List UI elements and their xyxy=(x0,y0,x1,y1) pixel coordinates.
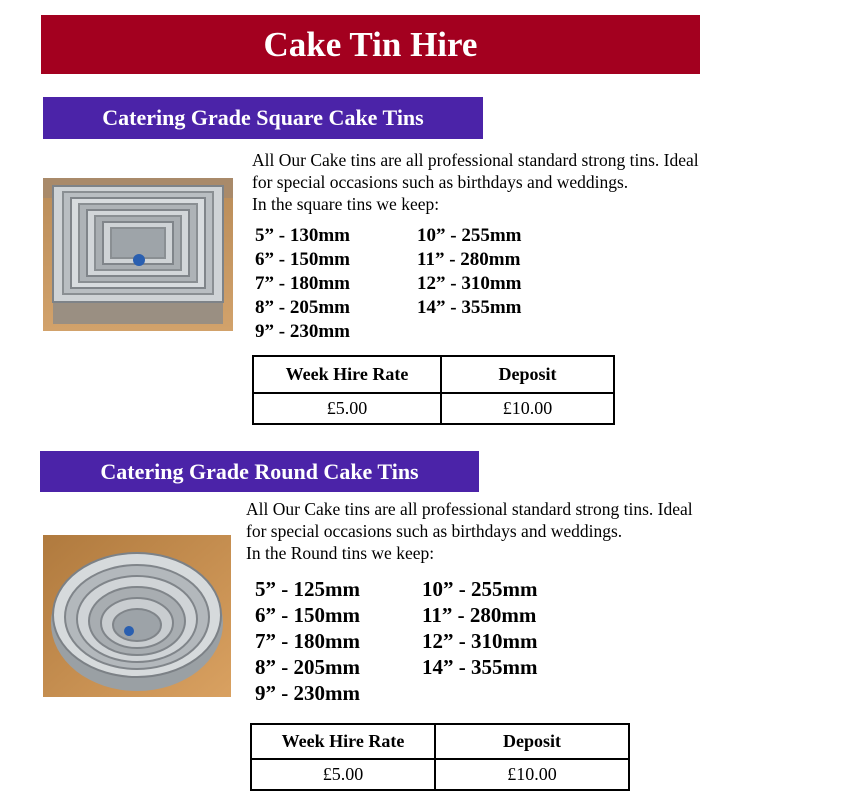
round-sizes-list xyxy=(255,576,572,706)
square-hire-table xyxy=(252,355,615,425)
deposit-value: £10.00 xyxy=(435,759,629,790)
size-item: 9” - 230mm xyxy=(255,681,360,705)
table-row xyxy=(251,759,629,790)
round-tins-heading: Catering Grade Round Cake Tins xyxy=(40,451,479,492)
size-item: 12” - 310mm xyxy=(422,629,538,653)
size-item: 14” - 355mm xyxy=(422,655,538,679)
round-cake-tins-photo xyxy=(43,535,231,697)
week-hire-rate-header: Week Hire Rate xyxy=(251,724,435,759)
deposit-header: Deposit xyxy=(441,356,614,393)
intro-line: All Our Cake tins are all professional standard strong tins. Ideal xyxy=(252,150,699,170)
size-item: 9” - 230mm xyxy=(255,321,350,342)
size-item: 10” - 255mm xyxy=(422,577,538,601)
week-hire-rate-value: £5.00 xyxy=(253,393,441,424)
table-row xyxy=(253,393,614,424)
size-item: 5” - 125mm xyxy=(255,577,360,601)
intro-line: for special occasions such as birthdays and weddings. xyxy=(246,521,623,541)
intro-line: In the Round tins we keep: xyxy=(246,543,435,563)
intro-line: for special occasions such as birthdays and weddings. xyxy=(252,172,629,192)
size-item: 7” - 180mm xyxy=(255,629,360,653)
square-cake-tins-photo xyxy=(43,178,233,331)
deposit-header: Deposit xyxy=(435,724,629,759)
week-hire-rate-value: £5.00 xyxy=(251,759,435,790)
square-intro xyxy=(252,149,699,215)
size-item: 14” - 355mm xyxy=(417,297,522,318)
size-item: 11” - 280mm xyxy=(422,603,537,627)
size-item: 11” - 280mm xyxy=(417,249,521,270)
table-header-row xyxy=(251,724,629,759)
size-item: 6” - 150mm xyxy=(255,603,360,627)
round-hire-table xyxy=(250,723,630,791)
page-title: Cake Tin Hire xyxy=(41,15,700,74)
size-item: 5” - 130mm xyxy=(255,225,350,246)
size-item: 6” - 150mm xyxy=(255,249,350,270)
intro-line: In the square tins we keep: xyxy=(252,194,440,214)
size-item: 8” - 205mm xyxy=(255,297,350,318)
square-sizes-list xyxy=(255,224,557,344)
size-item: 12” - 310mm xyxy=(417,273,522,294)
size-item: 8” - 205mm xyxy=(255,655,360,679)
square-tins-heading: Catering Grade Square Cake Tins xyxy=(43,97,483,139)
week-hire-rate-header: Week Hire Rate xyxy=(253,356,441,393)
round-intro xyxy=(246,498,693,564)
intro-line: All Our Cake tins are all professional standard strong tins. Ideal xyxy=(246,499,693,519)
deposit-value: £10.00 xyxy=(441,393,614,424)
size-item: 10” - 255mm xyxy=(417,225,522,246)
table-header-row xyxy=(253,356,614,393)
size-item: 7” - 180mm xyxy=(255,273,350,294)
